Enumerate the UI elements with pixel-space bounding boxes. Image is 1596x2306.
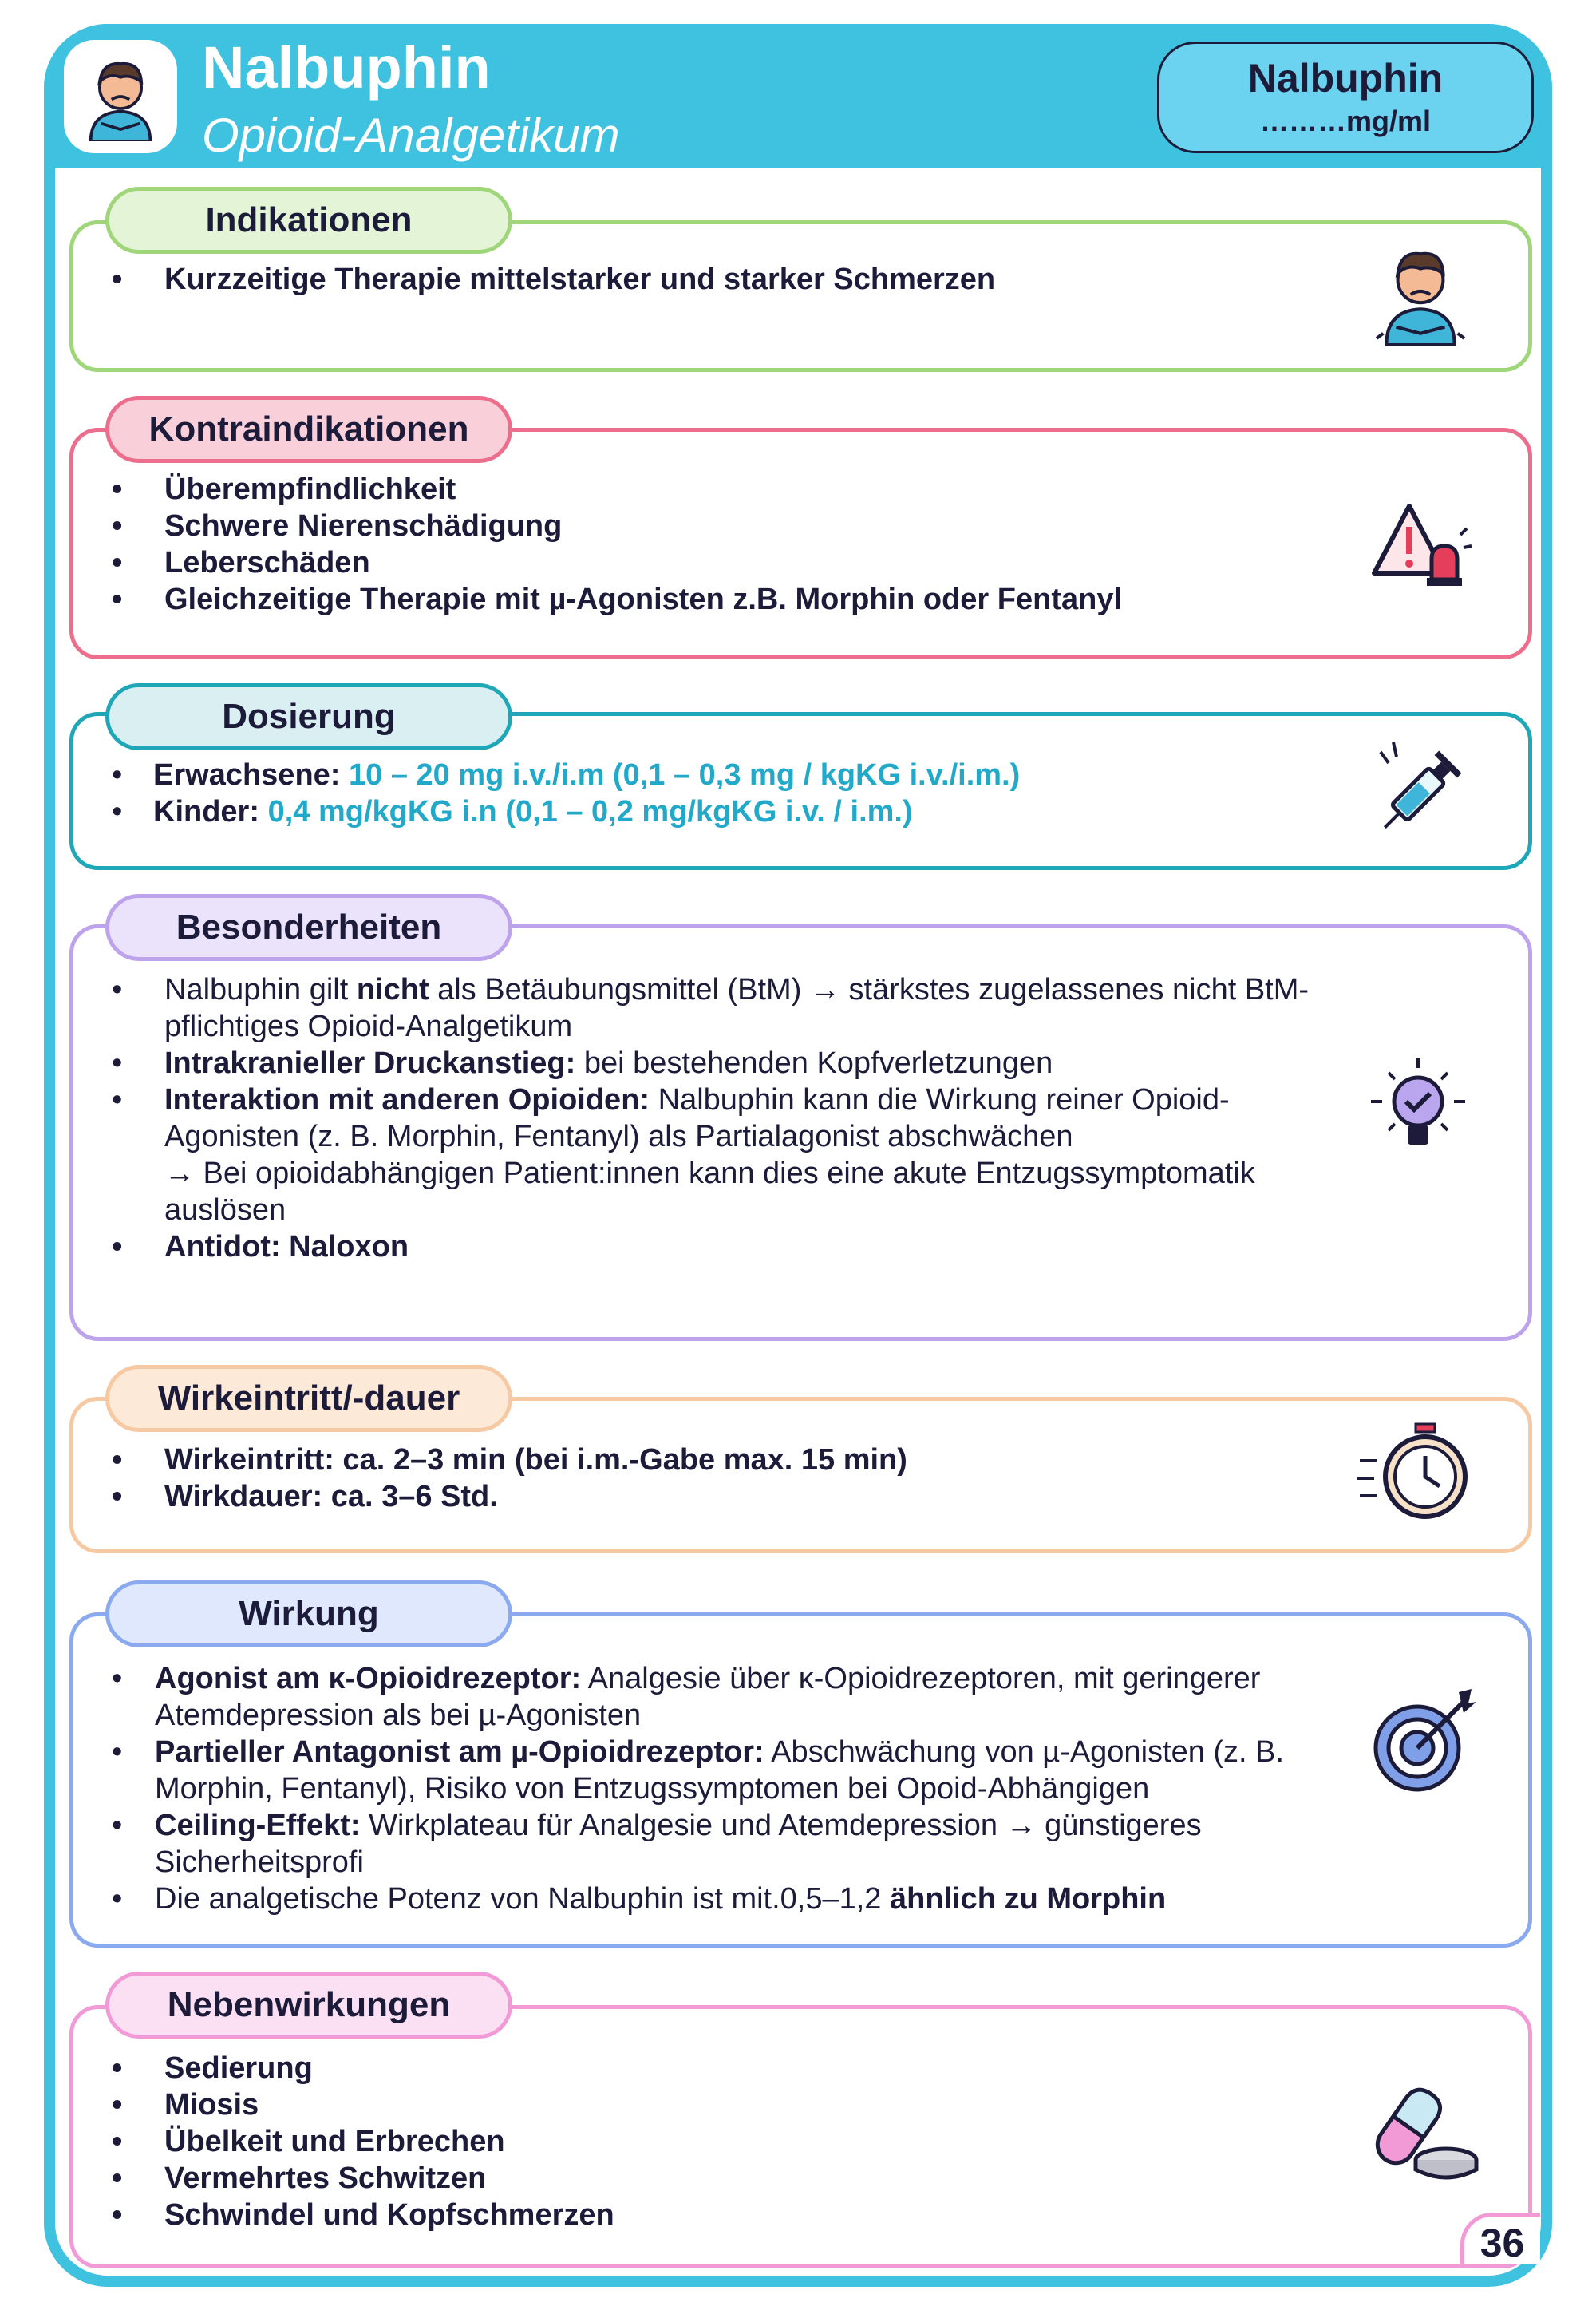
target-arrow-icon [1369,1684,1481,1800]
list-item: • Vermehrtes Schwitzen [112,2160,614,2197]
wirkeintritt-list [112,1442,907,1515]
besonderheiten-list [112,971,1341,1265]
logo-person-icon [64,40,177,153]
drug-label-concentration: ………mg/ml [1259,105,1431,137]
section-title-besonderheiten: Besonderheiten [105,894,512,961]
drug-label-box [1157,42,1534,153]
page-number: 36 [1460,2213,1540,2264]
list-item: • Gleichzeitige Therapie mit µ-Agonisten z.B. Morphin oder Fentanyl [112,581,1122,618]
list-item: • Schwindel und Kopfschmerzen [112,2197,614,2233]
list-item: • Miosis [112,2086,614,2123]
list-item [112,757,1020,793]
section-title-indikationen: Indikationen [105,187,512,254]
section-title-kontraindikationen: Kontraindikationen [105,396,512,463]
list-item: • Ceiling-Effekt: Wirkplateau für Analgesie und Atemdepression → günstigeres Sicherheitsprofi [112,1807,1341,1881]
page-subtitle: Opioid-Analgetikum [202,109,620,162]
kontraindikationen-list [112,471,1122,618]
stopwatch-icon [1357,1421,1476,1529]
section-title-nebenwirkungen: Nebenwirkungen [105,1972,512,2039]
list-item: • Übelkeit und Erbrechen [112,2123,614,2160]
section-title-dosierung: Dosierung [105,683,512,750]
dose-label-children: Kinder: [153,795,259,829]
dose-label-adults: Erwachsene: [153,758,341,792]
list-item: • Leberschäden [112,544,1122,581]
list-item: • Überempfindlichkeit [112,471,1122,508]
list-item: • Agonist am κ-Opioidrezeptor: Analgesie über κ-Opioidrezeptoren, mit geringerer Atemdepression als bei µ-Agonisten [112,1660,1341,1734]
list-item [112,793,1020,830]
list-item: • Schwere Nierenschädigung [112,508,1122,544]
pills-icon [1368,2079,1479,2186]
list-item: • Wirkdauer: ca. 3–6 Std. [112,1478,907,1515]
section-title-wirkung: Wirkung [105,1580,512,1647]
dose-value-children: 0,4 mg/kgKG i.n (0,1 – 0,2 mg/kgKG i.v. / i.m.) [267,795,913,829]
warning-alarm-icon [1371,500,1476,591]
list-item: • Wirkeintritt: ca. 2–3 min (bei i.m.-Gabe max. 15 min) [112,1442,907,1478]
list-item: • Nalbuphin gilt nicht als Betäubungsmittel (BtM) → stärkstes zugelassenes nicht BtM-pflichtiges Opioid-Analgetikum [112,971,1341,1045]
lightbulb-check-icon [1366,1052,1470,1168]
list-item: • Sedierung [112,2050,614,2086]
nebenwirkungen-list [112,2050,614,2233]
section-title-wirkeintritt: Wirkeintritt/-dauer [105,1365,512,1432]
list-item: • Interaktion mit anderen Opioiden: Nalbuphin kann die Wirkung reiner Opioid-Agonisten (z. B. Morphin, Fentanyl) als Partialagonist abschwächen → Bei opioidabhängigen Patient:innen kann dies eine akute Entzugssymptomatik auslösen [112,1082,1341,1228]
page-title: Nalbuphin [202,34,491,101]
dosierung-list [112,757,1020,830]
wirkung-list [112,1660,1341,1917]
list-item: • Die analgetische Potenz von Nalbuphin ist mit.0,5–1,2 ähnlich zu Morphin [112,1881,1341,1917]
syringe-icon [1366,734,1478,850]
list-item: • Kurzzeitige Therapie mittelstarker und starker Schmerzen [112,261,995,298]
list-item: • Antidot: Naloxon [112,1228,1341,1265]
drug-label-name: Nalbuphin [1247,56,1444,101]
list-item: • Partieller Antagonist am µ-Opioidrezeptor: Abschwächung von µ-Agonisten (z. B. Morphin, Fentanyl), Risiko von Entzugssymptomen bei Opoid-Abhängigen [112,1734,1341,1807]
dose-value-adults: 10 – 20 mg i.v./i.m (0,1 – 0,3 mg / kgKG i.v./i.m.) [349,758,1021,792]
list-item: • Intrakranieller Druckanstieg: bei bestehenden Kopfverletzungen [112,1045,1341,1082]
indikationen-list [112,261,995,298]
pain-person-icon [1371,241,1470,350]
